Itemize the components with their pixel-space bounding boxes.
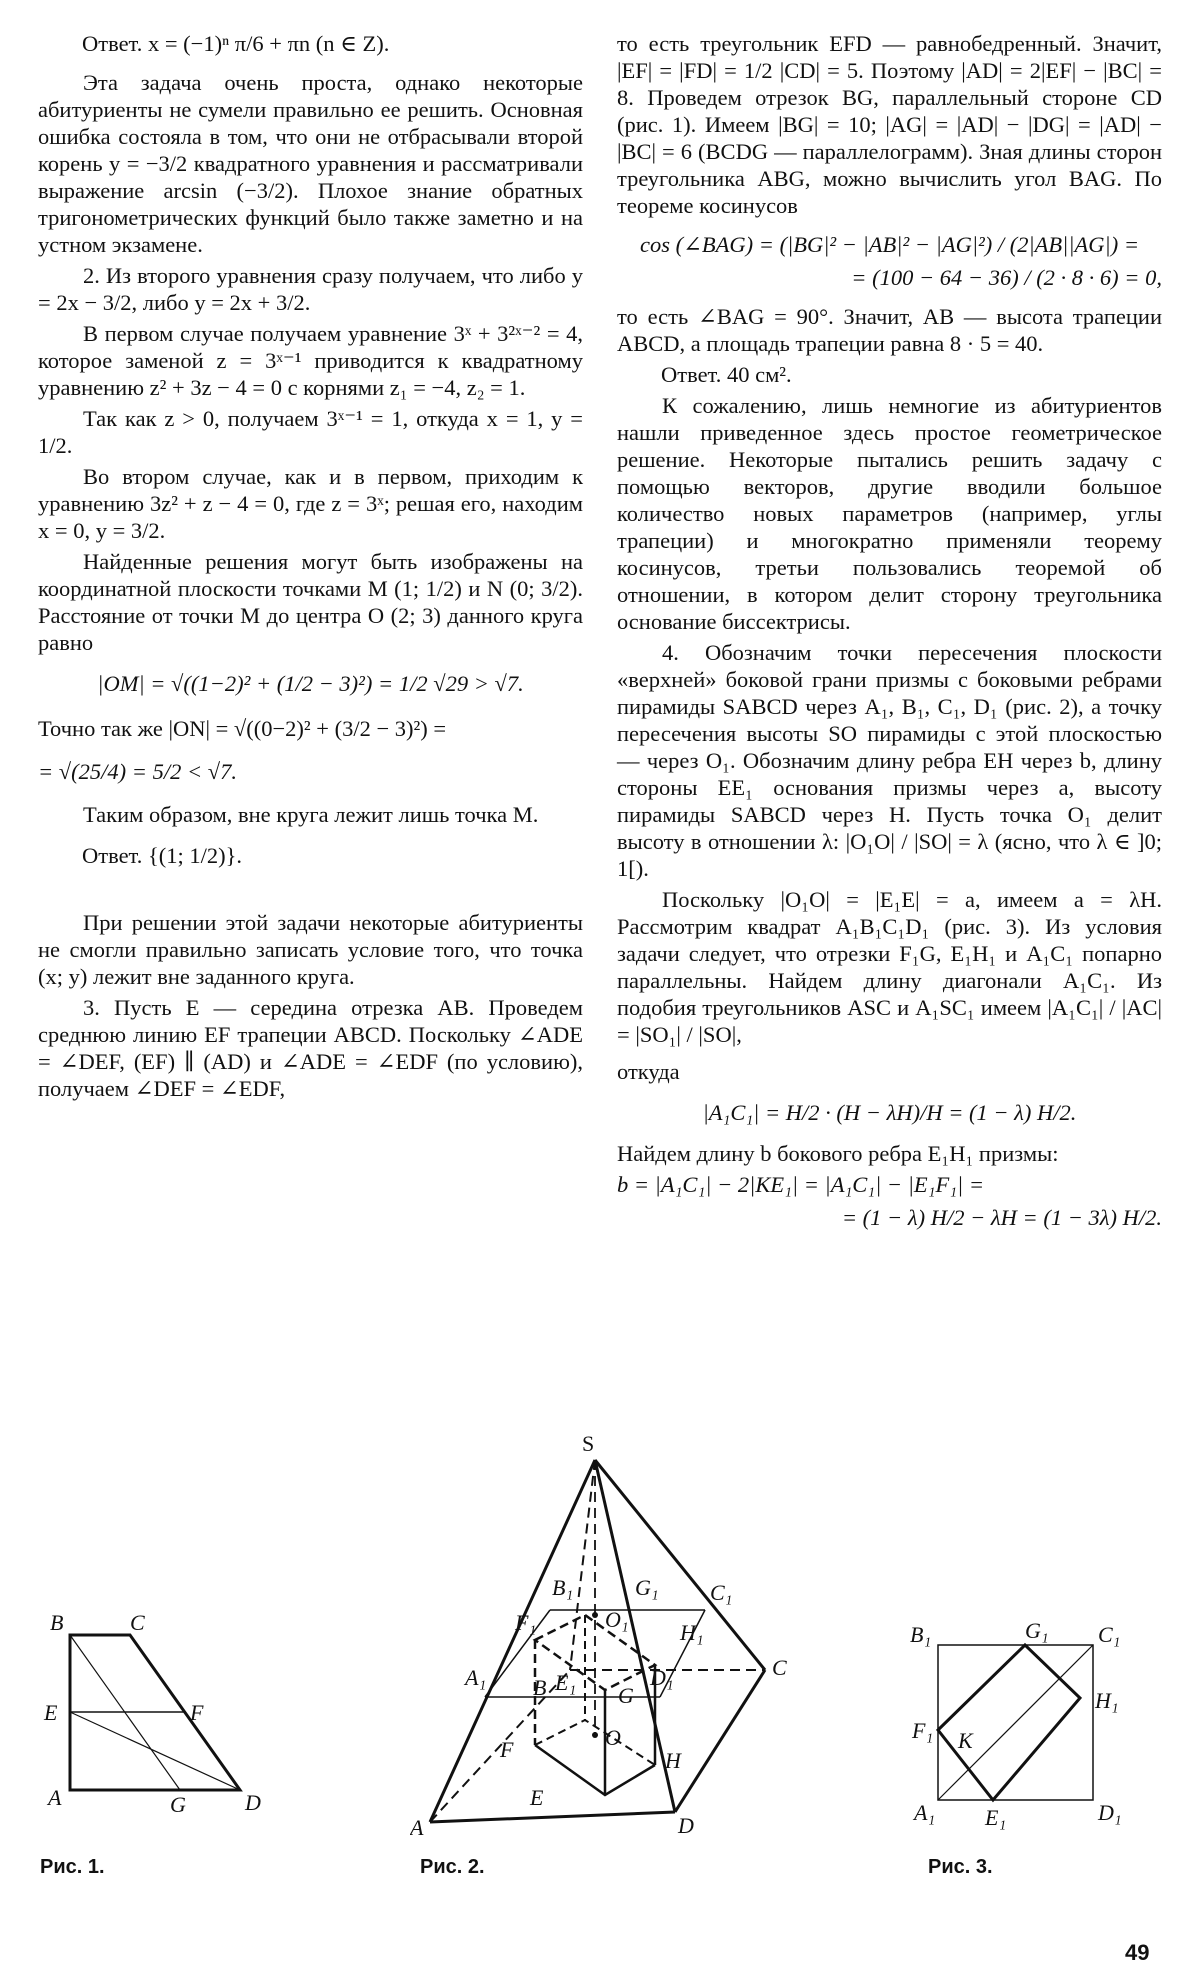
label-a: A	[410, 1815, 424, 1840]
label-e: E	[44, 1700, 58, 1725]
label-f1: F₁	[515, 1610, 537, 1635]
label-s: S	[582, 1435, 595, 1456]
label-h: H	[665, 1748, 681, 1773]
right-column	[617, 30, 1162, 1237]
paragraph: В первом случае получаем уравнение 3ˣ + 3²ˣ⁻² = 4, которое заменой z = 3ˣ⁻¹ приводится к квадратному уравнению z² + 3z − 4 = 0 с корнями z₁ = −4, z₂ = 1.	[38, 321, 583, 400]
figure-2	[410, 1435, 800, 1840]
label-o1: O₁	[605, 1607, 629, 1632]
label-o: O	[605, 1725, 621, 1750]
paragraph: то есть ∠BAG = 90°. Значит, AB — высота трапеции ABCD, а площадь трапеции равна 8 · 5 = 40.	[617, 304, 1162, 356]
caption-fig2: Рис. 2.	[420, 1856, 485, 1878]
label-b1: B₁	[552, 1575, 574, 1600]
equation-b-result: = (1 − λ) H/2 − λH = (1 − 3λ) H/2.	[841, 1205, 1162, 1230]
label-b1: B₁	[910, 1622, 932, 1647]
problem-4-start: 4. Обозначим точки пересечения плоскости «верхней» боковой грани призмы с боковыми ребрами пирамиды SABCD через A₁, B₁, C₁, D₁ (рис. 2), а точку пересечения высоты SO пирамиды с этой плоскостью — через O₁. Обозначим длину ребра EH через b, длину стороны EE₁ основания призмы через a, высоту пирамиды SABCD через H. Пусть точка O₁ делит высоту в отношении λ: |O₁O| / |SO| = λ (ясно, что λ ∈ ]0; 1[).	[617, 640, 1162, 881]
label-k: K	[958, 1728, 973, 1753]
figure-1	[30, 1600, 270, 1830]
label-d1: D₁	[1098, 1800, 1122, 1825]
label-d: D	[678, 1813, 694, 1838]
paragraph: то есть треугольник EFD — равнобедренный. Значит, |EF| = |FD| = 1/2 |CD| = 5. Поэтому |AD| = 2|EF| − |BC| = 8. Проведем отрезок BG, параллельный стороне CD (рис. 1). Имеем |BG| = 10; |AG| = |AD| − |DG| = |AD| − |BC| = 6 (BCDG — параллелограмм). Зная длины сторон треугольника ABG, можно вычислить угол BAG. По теореме косинусов	[617, 31, 1162, 218]
label-d: D	[245, 1790, 261, 1815]
label-g1: G₁	[635, 1575, 659, 1600]
equation-om: |OM| = √((1−2)² + (1/2 − 3)²) = 1/2 √29 > √7.	[97, 671, 524, 696]
paragraph: откуда	[617, 1059, 680, 1084]
problem-2-start: 2. Из второго уравнения сразу получаем, что либо y = 2x − 3/2, либо y = 2x + 3/2.	[38, 263, 583, 315]
paragraph: Так как z > 0, получаем 3ˣ⁻¹ = 1, откуда x = 1, y = 1/2.	[38, 406, 583, 458]
label-g1: G₁	[1025, 1620, 1049, 1643]
equation-on-result: = √(25/4) = 5/2 < √7.	[38, 759, 237, 784]
problem-3-start: 3. Пусть E — середина отрезка AB. Проведем среднюю линию EF трапеции ABCD. Поскольку ∠ADE = ∠DEF, (EF) ∥ (AD) и ∠ADE = ∠EDF (по условию), получаем ∠DEF = ∠EDF,	[38, 995, 583, 1101]
paragraph: Найденные решения могут быть изображены на координатной плоскости точками M (1; 1/2) и N (0; 3/2). Расстояние от точки M до центра O (2; 3) данного круга равно	[38, 549, 583, 655]
equation-cos: cos (∠BAG) = (|BG|² − |AB|² − |AG|²) / (2|AB||AG|) =	[639, 232, 1140, 257]
label-e: E	[530, 1785, 544, 1810]
label-g: G	[170, 1792, 186, 1817]
figure-3	[900, 1620, 1140, 1830]
rectangle-prism-face	[938, 1645, 1080, 1800]
answer-2: Ответ. {(1; 1/2)}.	[82, 843, 243, 868]
label-h1: H₁	[680, 1620, 704, 1645]
caption-fig3: Рис. 3.	[928, 1856, 993, 1878]
label-c1: C₁	[1098, 1622, 1121, 1647]
label-a1: A₁	[914, 1800, 936, 1825]
label-c: C	[772, 1655, 787, 1680]
label-f1: F₁	[912, 1718, 934, 1743]
label-f: F	[500, 1737, 514, 1762]
equation-a1c1: |A₁C₁| = H/2 · (H − λH)/H = (1 − λ) H/2.	[702, 1100, 1077, 1125]
paragraph: Во втором случае, как и в первом, приходим к уравнению 3z² + z − 4 = 0, где z = 3ˣ; решая его, находим x = 0, y = 3/2.	[38, 464, 583, 543]
label-c: C	[130, 1610, 145, 1635]
equation-b: b = |A₁C₁| − 2|KE₁| = |A₁C₁| − |E₁F₁| =	[617, 1172, 985, 1197]
label-a: A	[48, 1785, 62, 1810]
label-h1: H₁	[1095, 1688, 1119, 1713]
label-e1: E₁	[555, 1670, 577, 1695]
answer-3: Ответ. 40 см².	[661, 362, 792, 387]
caption-fig1: Рис. 1.	[40, 1856, 105, 1878]
answer-1: Ответ. x = (−1)ⁿ π/6 + πn (n ∈ Z).	[82, 31, 390, 56]
paragraph: Поскольку |O₁O| = |E₁E| = a, имеем a = λH. Рассмотрим квадрат A₁B₁C₁D₁ (рис. 3). Из условия задачи следует, что отрезки F₁G, E₁H₁ и A₁C₁ попарно параллельны. Найдем длину диагонали A₁C₁. Из подобия треугольников ASC и A₁SC₁ имеем |A₁C₁| / |AC| = |SO₁| / |SO|,	[617, 887, 1162, 1047]
label-c1: C₁	[710, 1580, 733, 1605]
label-e1: E₁	[985, 1805, 1007, 1830]
paragraph: Найдем длину b бокового ребра E₁H₁ призмы:	[617, 1141, 1059, 1166]
label-g: G	[618, 1683, 634, 1708]
label-a1: A₁	[465, 1665, 487, 1690]
label-d1: D₁	[650, 1665, 674, 1690]
paragraph: К сожалению, лишь немногие из абитуриентов нашли приведенное здесь простое геометрическое решение. Некоторые пытались решить задачу с помощью векторов, другие вводили большое количество новых параметров (например, углы трапеции) и многократно применяли теорему косинусов, третьи пользовались теоремой об отношении, в котором делит сторону треугольника основание биссектрисы.	[617, 393, 1162, 634]
label-b: B	[533, 1675, 547, 1700]
paragraph: Таким образом, вне круга лежит лишь точка M.	[83, 802, 539, 827]
label-b: B	[50, 1610, 64, 1635]
label-f: F	[190, 1700, 204, 1725]
equation-cos-result: = (100 − 64 − 36) / (2 · 8 · 6) = 0,	[851, 265, 1162, 290]
diagonal-a1c1	[938, 1645, 1093, 1800]
equation-on: Точно так же |ON| = √((0−2)² + (3/2 − 3)²) =	[38, 716, 447, 741]
page-number: 49	[1125, 1940, 1150, 1965]
paragraph: Эта задача очень проста, однако некоторые абитуриенты не сумели правильно ее решить. Основная ошибка состояла в том, что они не отбрасывали второй корень y = −3/2 квадратного уравнения и рассматривали выражение arcsin (−3/2). Плохое знание обратных тригонометрических функций было также заметно и на устном экзамене.	[38, 70, 583, 257]
paragraph: При решении этой задачи некоторые абитуриенты не смогли правильно записать условие того, что точка (x; y) лежит вне заданного круга.	[38, 910, 583, 989]
left-column	[38, 30, 583, 1106]
segment-ed	[70, 1712, 240, 1790]
